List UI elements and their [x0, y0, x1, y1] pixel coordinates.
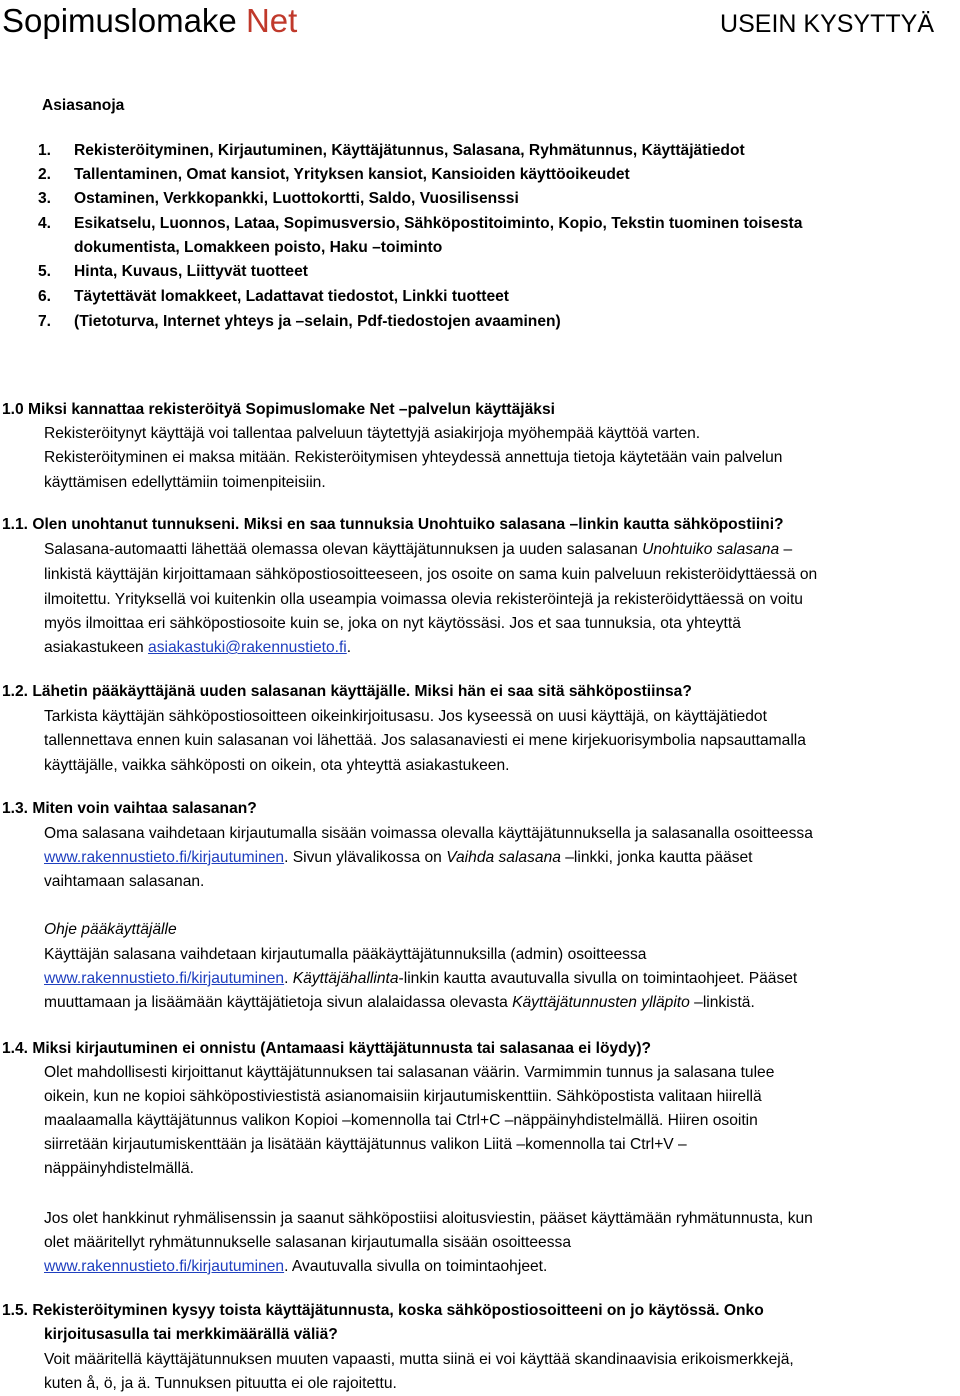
document-title — [2, 0, 297, 42]
faq-answer-line: Käyttäjän salasana vaihdetaan kirjautumalla pääkäyttäjätunnuksilla (admin) osoitteessa — [44, 946, 647, 963]
faq-answer-line: www.rakennustieto.fi/kirjautuminen. Avautuvalla sivulla on toimintaohjeet. — [44, 1258, 548, 1275]
toc-item: 5. Hinta, Kuvaus, Liittyvät tuotteet — [38, 263, 308, 280]
faq-answer-line: Rekisteröitynyt käyttäjä voi tallentaa palveluun täytettyjä asiakirjoja myöhempää käyttöä varten. — [44, 425, 701, 442]
faq-answer-line: linkistä käyttäjän kirjoittamaan sähköpostiosoitteeseen, jos osoite on sama kuin palveluun rekisteröidyttäessä on — [44, 566, 818, 583]
faq-answer-line: käyttämisen edellyttämiin toimenpiteisiin. — [44, 474, 326, 491]
login-link[interactable]: www.rakennustieto.fi/kirjautuminen — [44, 970, 285, 987]
faq-answer-line: siirretään kirjautumiskenttään ja lisätään käyttäjätunnus valikon Liitä –komennolla tai Ctrl+V – — [44, 1136, 687, 1153]
faq-answer-line: www.rakennustieto.fi/kirjautuminen. Sivun ylävalikossa on Vaihda salasana –linkki, jonka kautta pääset — [44, 849, 753, 866]
faq-answer-line: Olet mahdollisesti kirjoittanut käyttäjätunnuksen tai salasanan väärin. Varmimmin tunnus ja salasana tulee — [44, 1064, 775, 1081]
faq-answer-line: tallennettava ennen kuin salasanan voi lähettää. Jos salasanaviesti ei mene kirjekuorisymbolia napsauttamalla — [44, 732, 806, 749]
faq-heading-1-0: 1.0 Miksi kannattaa rekisteröityä Sopimuslomake Net –palvelun käyttäjäksi — [2, 401, 555, 418]
faq-answer-line: www.rakennustieto.fi/kirjautuminen. Käyttäjähallinta-linkin kautta avautuvalla sivulla on toimintaohjeet. Pääset — [44, 970, 798, 987]
faq-heading-1-2: 1.2. Lähetin pääkäyttäjänä uuden salasanan käyttäjälle. Miksi hän ei saa sitä sähköpostiinsa? — [2, 683, 692, 700]
subheading-admin-guide: Ohje pääkäyttäjälle — [44, 921, 177, 938]
faq-answer-line: Rekisteröityminen ei maksa mitään. Rekisteröitymisen yhteydessä annettuja tietoja käytetään vain palvelun — [44, 449, 783, 466]
faq-answer-line: näppäinyhdistelmällä. — [44, 1160, 194, 1177]
faq-answer-line: oikein, kun ne kopioi sähköpostiviestistä asianomaisiin kirjautumiskenttiin. Sähköpostista valitaan hiirellä — [44, 1088, 762, 1105]
toc-item: 6. Täytettävät lomakkeet, Ladattavat tiedostot, Linkki tuotteet — [38, 288, 509, 305]
toc-item: 3. Ostaminen, Verkkopankki, Luottokortti, Saldo, Vuosilisenssi — [38, 190, 519, 207]
toc-heading: Asiasanoja — [42, 97, 125, 114]
faq-heading-1-3: 1.3. Miten voin vaihtaa salasanan? — [2, 800, 257, 817]
toc-item-continued: dokumentista, Lomakkeen poisto, Haku –toiminto — [74, 239, 443, 256]
section-title: USEIN KYSYTTYÄ — [720, 10, 934, 38]
faq-answer-line: kuten å, ö, ja ä. Tunnuksen pituutta ei ole rajoitettu. — [44, 1375, 397, 1392]
brand-accent: Net — [245, 2, 298, 39]
faq-answer-line: muuttamaan ja lisäämään käyttäjätietoja sivun alalaidassa olevasta Käyttäjätunnusten ylläpito –linkistä. — [44, 994, 755, 1011]
faq-answer-line: Oma salasana vaihdetaan kirjautumalla sisään voimassa olevalla käyttäjätunnuksella ja salasanalla osoitteessa — [44, 825, 813, 842]
login-link[interactable]: www.rakennustieto.fi/kirjautuminen — [44, 849, 285, 866]
faq-answer-line: Tarkista käyttäjän sähköpostiosoitteen oikeinkirjoitusasu. Jos kyseessä on uusi käyttäjä, on käyttäjätiedot — [44, 708, 767, 725]
faq-answer-line: vaihtamaan salasanan. — [44, 873, 205, 890]
faq-answer-line: käyttäjälle, vaikka sähköposti on oikein, ota yhteyttä asiakastukeen. — [44, 757, 510, 774]
toc-item: 7. (Tietoturva, Internet yhteys ja –selain, Pdf-tiedostojen avaaminen) — [38, 313, 561, 330]
faq-answer-line: myös ilmoittaa eri sähköpostiosoite kuin se, joka on nyt käytössäsi. Jos et saa tunnuksia, ota yhteyttä — [44, 615, 741, 632]
support-email-link[interactable]: asiakastuki@rakennustieto.fi — [148, 639, 347, 656]
faq-heading-1-5-continued: kirjoitusasulla tai merkkimäärällä väliä? — [44, 1326, 338, 1343]
faq-answer-line: olet määritellyt ryhmätunnukselle salasanan kirjautumalla sisään osoitteessa — [44, 1234, 571, 1251]
faq-answer-line: maalaamalla käyttäjätunnus valikon Kopioi –komennolla tai Ctrl+C –näppäinyhdistelmällä. Hiiren osoitin — [44, 1112, 758, 1129]
toc-item: 2. Tallentaminen, Omat kansiot, Yrityksen kansiot, Kansioiden käyttöoikeudet — [38, 166, 630, 183]
faq-answer-line: ilmoitettu. Yrityksellä voi kuitenkin olla useampia voimassa olevia rekisteröintejä ja rekisteröidyttäessä on voitu — [44, 591, 803, 608]
login-link[interactable]: www.rakennustieto.fi/kirjautuminen — [44, 1258, 285, 1275]
faq-heading-1-5: 1.5. Rekisteröityminen kysyy toista käyttäjätunnusta, koska sähköpostiosoitteeni on jo käytössä. Onko — [2, 1302, 764, 1319]
brand-main: Sopimuslomake — [2, 2, 237, 39]
faq-heading-1-4: 1.4. Miksi kirjautuminen ei onnistu (Antamaasi käyttäjätunnusta tai salasanaa ei löydy)? — [2, 1040, 652, 1057]
toc-item: 4. Esikatselu, Luonnos, Lataa, Sopimusversio, Sähköpostitoiminto, Kopio, Tekstin tuominen toisesta — [38, 215, 803, 232]
toc-item: 1. Rekisteröityminen, Kirjautuminen, Käyttäjätunnus, Salasana, Ryhmätunnus, Käyttäjätiedot — [38, 142, 745, 159]
faq-heading-1-1: 1.1. Olen unohtanut tunnukseni. Miksi en saa tunnuksia Unohtuiko salasana –linkin kautta sähköpostiini? — [2, 516, 784, 533]
faq-answer-line: asiakastukeen asiakastuki@rakennustieto.fi. — [44, 639, 352, 656]
faq-answer-line: Jos olet hankkinut ryhmälisenssin ja saanut sähköpostiisi aloitusviestin, pääset käyttämään ryhmätunnusta, kun — [44, 1210, 813, 1227]
faq-answer-line: Voit määritellä käyttäjätunnuksen muuten vapaasti, mutta siinä ei voi käyttää skandinaavisia erikoismerkkejä, — [44, 1351, 794, 1368]
faq-answer-line: Salasana-automaatti lähettää olemassa olevan käyttäjätunnuksen ja uuden salasanan Unohtuiko salasana – — [44, 541, 793, 558]
